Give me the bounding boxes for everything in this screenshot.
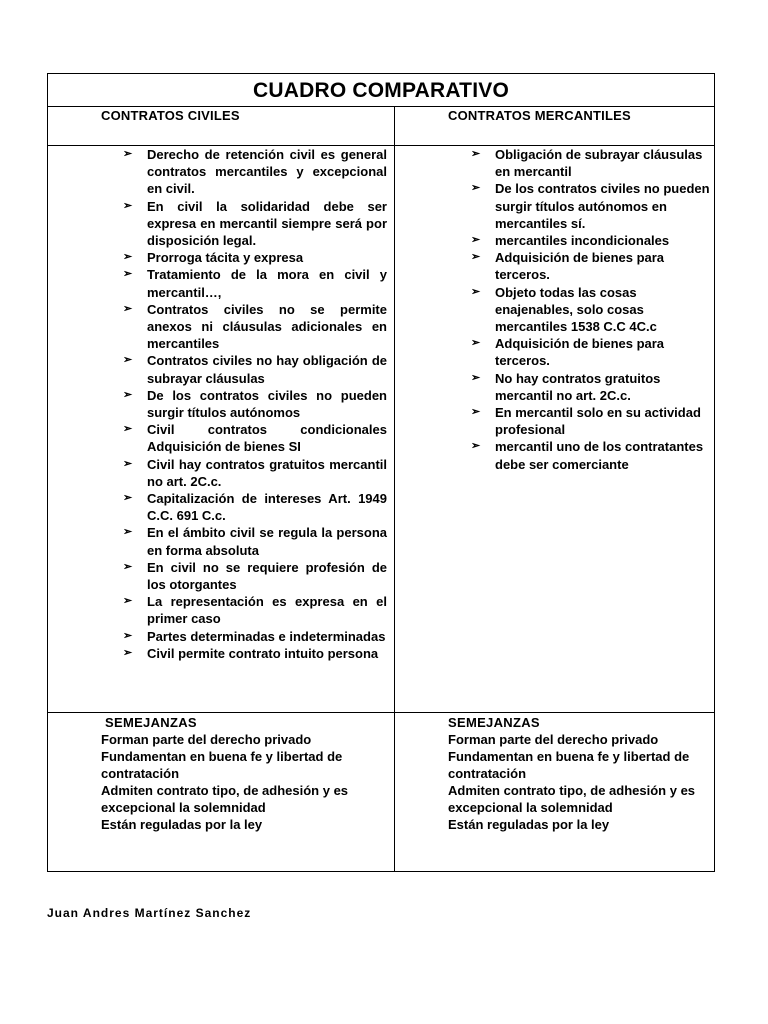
list-item: [123, 421, 387, 455]
list-item-text: No hay contratos gratuitos mercantil no art. 2C.c.: [495, 370, 661, 403]
arrow-bullet-icon: ➢: [471, 406, 481, 419]
semejanza-line: Están reguladas por la ley: [101, 817, 263, 832]
list-item-text: mercantiles incondicionales: [495, 233, 670, 249]
list-item-text: En civil no se requiere profesión de los otorgantes: [147, 559, 387, 593]
list-item: [471, 404, 711, 438]
semejanza-line: Forman parte del derecho privado: [448, 732, 659, 747]
column-header-civiles: CONTRATOS CIVILES: [101, 108, 240, 123]
list-item: [123, 490, 387, 524]
list-item: [471, 335, 711, 369]
arrow-bullet-icon: ➢: [123, 492, 133, 505]
column-divider: [394, 107, 395, 872]
list-item-text: En civil la solidaridad debe ser expresa en mercantil siempre será por disposición legal.: [147, 198, 387, 249]
list-item: [123, 387, 387, 421]
list-item-text: Adquisición de bienes para terceros.: [495, 336, 665, 369]
arrow-bullet-icon: ➢: [123, 199, 133, 212]
list-item: [471, 284, 711, 336]
arrow-bullet-icon: ➢: [123, 302, 133, 315]
list-item-text: Prorroga tácita y expresa: [147, 250, 304, 266]
arrow-bullet-icon: ➢: [123, 526, 133, 539]
list-item-text: Civil contratos condicionales Adquisición de bienes SI: [147, 422, 387, 455]
arrow-bullet-icon: ➢: [123, 354, 133, 367]
list-item: [471, 180, 711, 232]
list-item-text: Contratos civiles no se permite anexos ni cláusulas adicionales en mercantiles: [147, 301, 387, 352]
author-name: Juan Andres Martínez Sanchez: [47, 906, 252, 920]
list-item-text: Obligación de subrayar cláusulas en mercantil: [495, 147, 703, 180]
list-item: [123, 198, 387, 250]
list-item: [123, 628, 387, 645]
list-item-text: Civil hay contratos gratuitos mercantil no art. 2C.c.: [147, 456, 387, 489]
semejanzas-right: [448, 714, 713, 833]
list-item-text: mercantil uno de los contratantes debe ser comerciante: [495, 439, 704, 472]
list-item: [123, 593, 387, 627]
list-item-text: Tratamiento de la mora en civil y mercantil…,: [147, 267, 387, 300]
list-item: [123, 352, 387, 386]
list-item: [471, 146, 711, 180]
semejanzas-title: SEMEJANZAS: [448, 715, 540, 730]
list-item-text: Derecho de retención civil es general contratos mercantiles y excepcional en civil.: [147, 147, 387, 197]
list-item: [123, 524, 387, 558]
list-item-text: Objeto todas las cosas enajenables, solo cosas mercantiles 1538 C.C 4C.c: [495, 284, 657, 335]
list-item: [123, 266, 387, 300]
semejanzas-left: [101, 714, 391, 833]
arrow-bullet-icon: ➢: [471, 337, 481, 350]
semejanza-line: Admiten contrato tipo, de adhesión y es excepcional la solemnidad: [101, 783, 349, 815]
list-item: [471, 370, 711, 404]
list-item: [123, 645, 387, 662]
semejanza-line: Fundamentan en buena fe y libertad de contratación: [448, 749, 690, 781]
semejanza-line: Admiten contrato tipo, de adhesión y es excepcional la solemnidad: [448, 783, 696, 815]
arrow-bullet-icon: ➢: [471, 182, 481, 195]
list-item: [471, 232, 711, 249]
arrow-bullet-icon: ➢: [123, 268, 133, 281]
arrow-bullet-icon: ➢: [123, 629, 133, 642]
list-item-text: Adquisición de bienes para terceros.: [495, 250, 665, 283]
arrow-bullet-icon: ➢: [123, 148, 133, 160]
civiles-list: [123, 146, 387, 662]
list-item: [123, 301, 387, 353]
arrow-bullet-icon: ➢: [123, 457, 133, 470]
arrow-bullet-icon: ➢: [471, 251, 481, 264]
list-item-text: Partes determinadas e indeterminadas: [147, 628, 386, 644]
list-item: [471, 249, 711, 283]
list-item-text: En mercantil solo en su actividad profesional: [495, 405, 701, 438]
list-item: [471, 438, 711, 472]
column-header-mercantiles: CONTRATOS MERCANTILES: [448, 108, 631, 123]
list-item-text: De los contratos civiles no pueden surgir títulos autónomos: [147, 387, 387, 421]
arrow-bullet-icon: ➢: [471, 234, 481, 247]
arrow-bullet-icon: ➢: [471, 371, 481, 384]
arrow-bullet-icon: ➢: [471, 440, 481, 453]
arrow-bullet-icon: ➢: [123, 388, 133, 401]
list-item-text: Civil permite contrato intuito persona: [147, 645, 379, 661]
list-item: [123, 146, 387, 198]
arrow-bullet-icon: ➢: [123, 423, 133, 436]
list-item-text: De los contratos civiles no pueden surgir títulos autónomos en mercantiles sí.: [495, 181, 710, 231]
semejanza-line: Forman parte del derecho privado: [101, 732, 312, 747]
comparison-table: [47, 73, 715, 872]
semejanzas-title: SEMEJANZAS: [105, 715, 197, 730]
list-item-text: La representación es expresa en el primer caso: [147, 594, 387, 627]
semejanzas-row-divider: [48, 712, 714, 713]
list-item: [123, 249, 387, 266]
arrow-bullet-icon: ➢: [471, 285, 481, 298]
table-title: CUADRO COMPARATIVO: [48, 74, 714, 107]
list-item-text: Capitalización de intereses Art. 1949 C.C. 691 C.c.: [147, 491, 387, 524]
semejanza-line: Fundamentan en buena fe y libertad de contratación: [101, 749, 343, 781]
arrow-bullet-icon: ➢: [123, 251, 133, 264]
semejanza-line: Están reguladas por la ley: [448, 817, 610, 832]
list-item: [123, 456, 387, 490]
arrow-bullet-icon: ➢: [123, 560, 133, 573]
mercantiles-list: [471, 146, 711, 473]
arrow-bullet-icon: ➢: [471, 148, 481, 160]
list-item: [123, 559, 387, 593]
list-item-text: Contratos civiles no hay obligación de subrayar cláusulas: [147, 353, 387, 386]
arrow-bullet-icon: ➢: [123, 646, 133, 659]
list-item-text: En el ámbito civil se regula la persona en forma absoluta: [147, 525, 387, 558]
arrow-bullet-icon: ➢: [123, 595, 133, 608]
